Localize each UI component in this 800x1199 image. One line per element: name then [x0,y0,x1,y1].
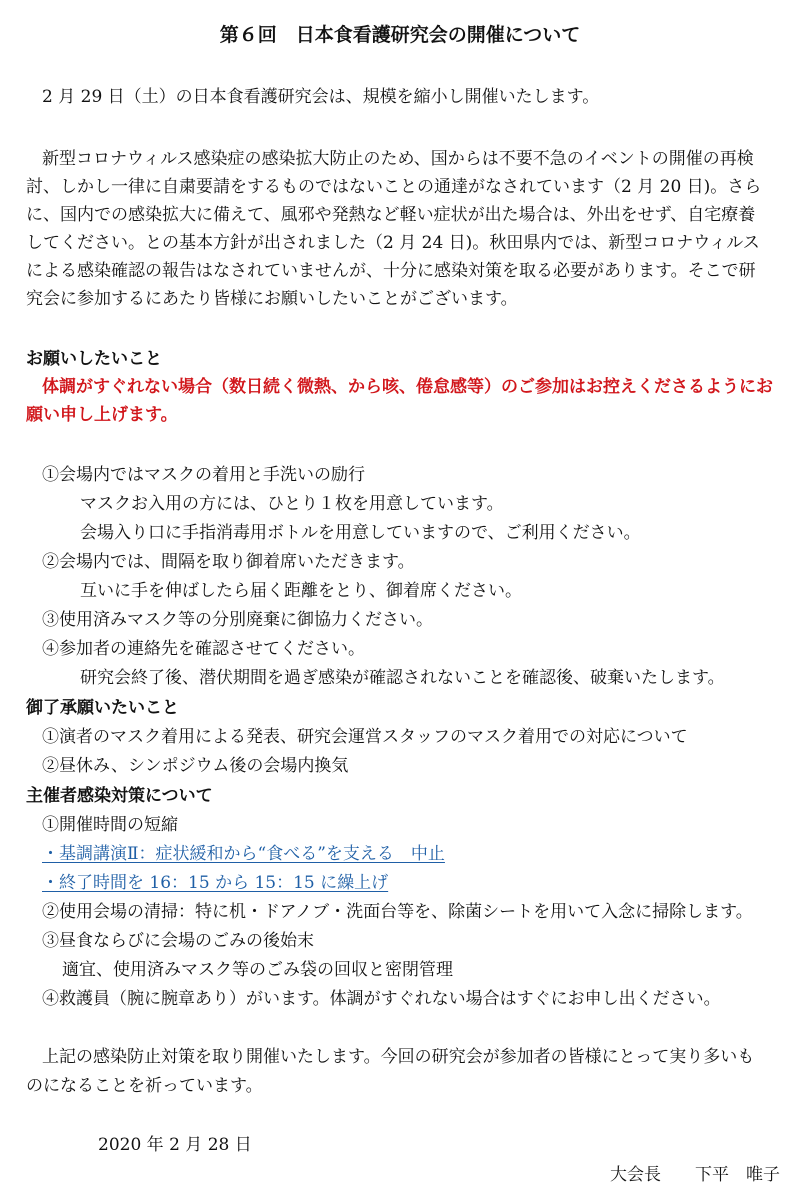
intro-text: 2 月 29 日（土）の日本食看護研究会は、規模を縮小し開催いたします。 [42,87,600,107]
page-title: 第６回 日本食看護研究会の開催について [219,24,581,46]
request-item-4-detail: 研究会終了後、潜伏期間を過ぎ感染が確認されないことを確認後、破棄いたします。 [80,668,725,688]
organizer-change-endtime: ・終了時間を 16：15 から 15：15 に繰上げ [42,873,389,893]
organizer-item-3-detail: 適宜、使用済みマスク等のごみ袋の回収と密閉管理 [62,960,453,980]
body-line-6: 究会に参加するにあたり皆様にお願いしたいことがございます。 [26,289,518,309]
request-item-1-detail-1: マスクお入用の方には、ひとり１枚を用意しています。 [80,494,504,514]
closing-line-1: 上記の感染防止対策を取り開催いたします。今回の研究会が参加者の皆様にとって実り多いも [42,1047,755,1067]
understanding-heading: 御了承願いたいこと [26,698,179,718]
organizer-heading: 主催者感染対策について [26,786,213,806]
understanding-item-2: ②昼休み、シンポジウム後の会場内換気 [42,756,349,776]
request-item-4: ④参加者の連絡先を確認させてください。 [42,639,365,659]
document-date: 2020 年 2 月 28 日 [98,1135,252,1155]
request-item-2-detail: 互いに手を伸ばしたら届く距離をとり、御着席ください。 [80,581,522,601]
request-item-1: ①会場内ではマスクの着用と手洗いの励行 [42,465,365,485]
organizer-item-2: ②使用会場の清掃：特に机・ドアノブ・洗面台等を、除菌シートを用いて入念に掃除します。 [42,902,753,922]
organizer-item-3: ③昼食ならびに会場のごみの後始末 [42,931,314,951]
closing-line-2: のになることを祈っています。 [26,1076,263,1096]
body-line-4: してください。との基本方針が出されました（2 月 24 日)。秋田県内では、新型コロナウィルス [26,233,760,253]
organizer-item-1: ①開催時間の短縮 [42,815,178,835]
organizer-change-keynote: ・基調講演Ⅱ：症状緩和から“食べる”を支える 中止 [42,844,445,864]
request-item-2: ②会場内では、間隔を取り御着席いただきます。 [42,552,415,572]
warning-line-1: 体調がすぐれない場合（数日続く微熱、から咳、倦怠感等）のご参加はお控えくださるようにお [42,377,773,397]
signature: 大会長 下平 唯子 [610,1165,780,1185]
organizer-item-4: ④救護員（腕に腕章あり）がいます。体調がすぐれない場合はすぐにお申し出ください。 [42,989,721,1009]
request-heading: お願いしたいこと [26,349,162,369]
body-line-2: 討、しかし一律に自粛要請をするものではないことの通達がなされています（2 月 20 日)。さら [26,177,762,197]
request-item-3: ③使用済みマスク等の分別廃棄に御協力ください。 [42,610,433,630]
understanding-item-1: ①演者のマスク着用による発表、研究会運営スタッフのマスク着用での対応について [42,727,688,747]
warning-line-2: 願い申し上げます。 [26,405,178,425]
body-line-1: 新型コロナウィルス感染症の感染拡大防止のため、国からは不要不急のイベントの開催の再検 [42,149,754,169]
body-line-3: に、国内での感染拡大に備えて、風邪や発熱など軽い症状が出た場合は、外出をせず、自宅療養 [26,205,756,225]
request-item-1-detail-2: 会場入り口に手指消毒用ボトルを用意していますので、ご利用ください。 [80,523,641,543]
body-line-5: による感染確認の報告はなされていませんが、十分に感染対策を取る必要があります。そこで研 [26,261,756,281]
